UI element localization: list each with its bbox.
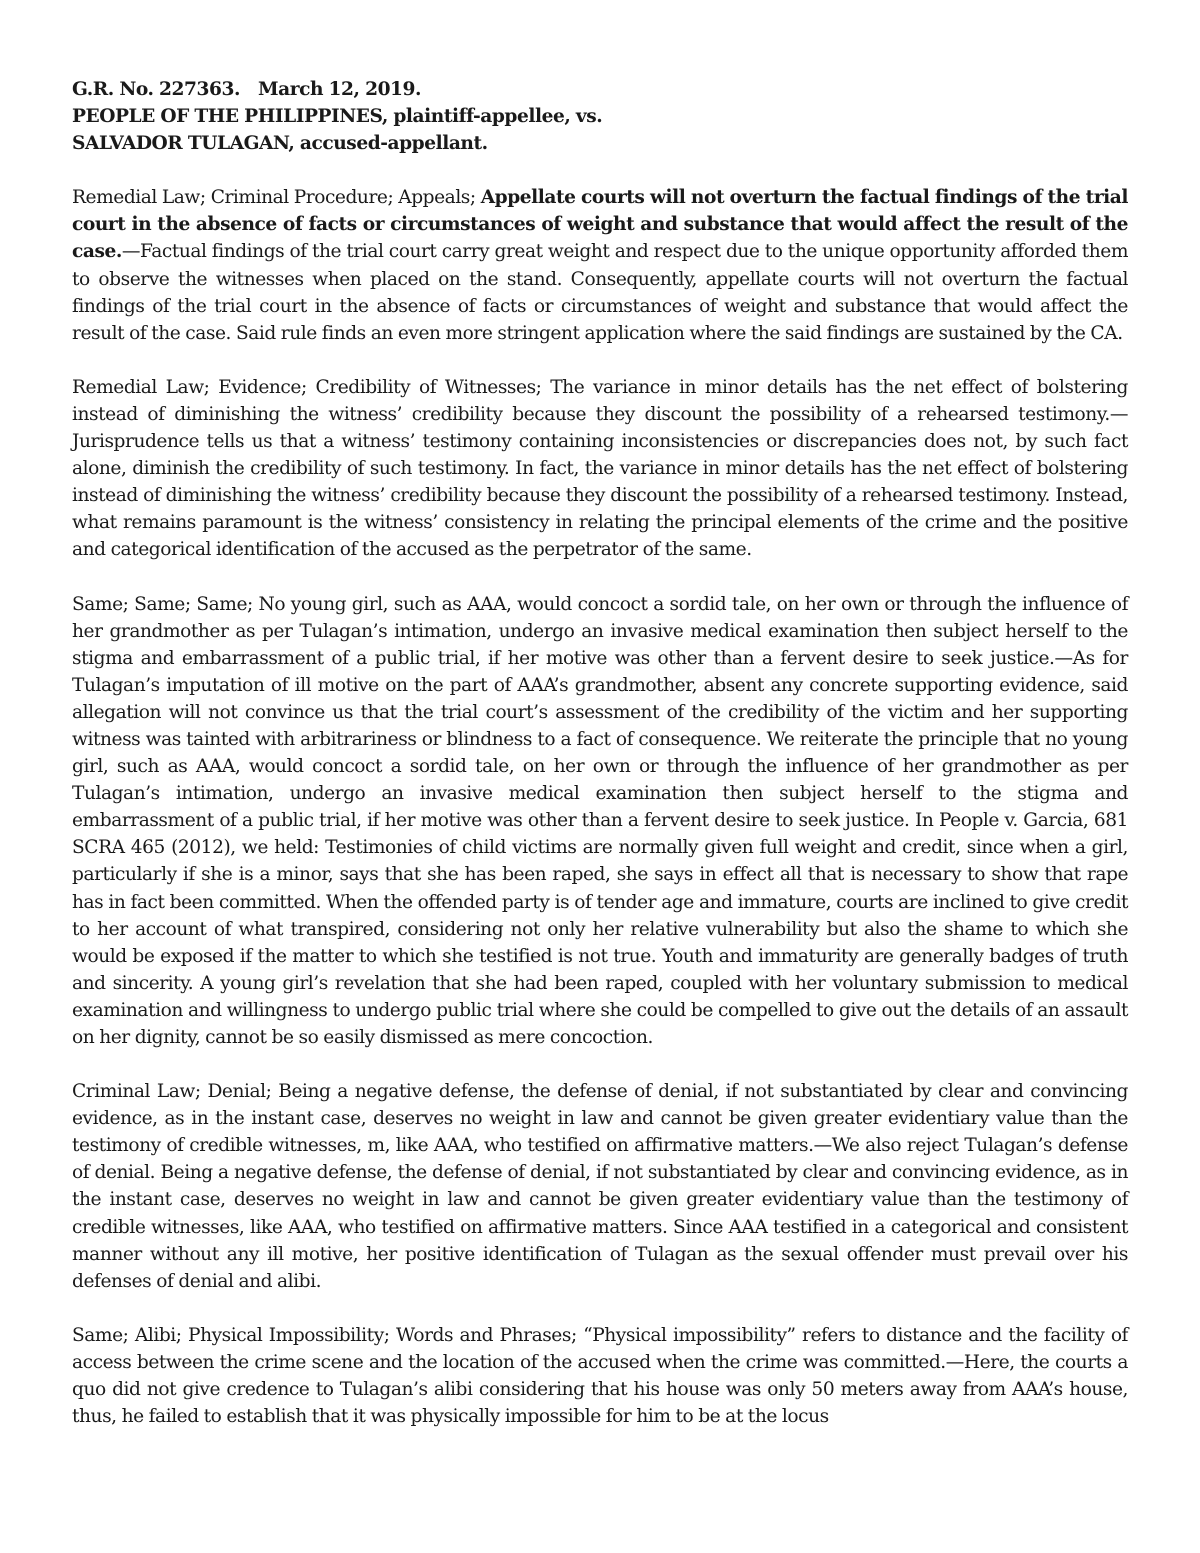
decision-date: March 12, 2019. xyxy=(258,79,422,100)
syllabus-paragraph-4: Criminal Law; Denial; Being a negative defense, the defense of denial, if not substantiated by clear and convincing evidence, as in the instant case, deserves no weight in law and cannot be given greater evidentiary value than the testimony of credible witnesses, m, like AAA, who testified on affirmative matters.—We also reject Tulagan’s defense of denial. Being a negative defense, the defense of denial, if not substantiated by clear and convincing evidence, as in the instant case, deserves no weight in law and cannot be given greater evidentiary value than the testimony of credible witnesses, like AAA, who testified on affirmative matters. Since AAA testified in a categorical and consistent manner without any ill motive, her positive identification of Tulagan as the sexual offender must prevail over his defenses of denial and alibi. xyxy=(72,1081,1128,1292)
syllabus-paragraph-2: Remedial Law; Evidence; Credibility of Witnesses; The variance in minor details has the net effect of bolstering instead of diminishing the witness’ credibility because they discount the possibility of a rehearsed testimony.—Jurisprudence tells us that a witness’ testimony containing inconsistencies or discrepancies does not, by such fact alone, diminish the credibility of such testimony. In fact, the variance in minor details has the net effect of bolstering instead of diminishing the witness’ credibility because they discount the possibility of a rehearsed testimony. Instead, what remains paramount is the witness’ consistency in relating the principal elements of the crime and the positive and categorical identification of the accused as the perpetrator of the same. xyxy=(72,376,1128,561)
accused-line: SALVADOR TULAGAN, accused-appellant. xyxy=(72,133,488,155)
syllabus-paragraph-1 xyxy=(72,184,1128,347)
gr-number: G.R. No. 227363. xyxy=(72,79,241,100)
syllabus-heading: Appellate courts will not overturn the factual findings of the trial court in the absence of facts or circumstances of weight and substance that would affect the result of the case. xyxy=(72,187,1128,263)
case-number-line xyxy=(72,76,1128,103)
body-text: —Factual findings of the trial court carry great weight and respect due to the unique opportunity afforded them to observe the witnesses when placed on the stand. Consequently, appellate courts will not overturn the factual findings of the trial court in the absence of facts or circumstances of weight and substance that would affect the result of the case. Said rule finds an even more stringent application where the said findings are sustained by the CA. xyxy=(72,241,1128,344)
syllabus-paragraph-5: Same; Alibi; Physical Impossibility; Words and Phrases; “Physical impossibility” refers to distance and the facility of access between the crime scene and the location of the accused when the crime was committed.—Here, the courts a quo did not give credence to Tulagan’s alibi considering that his house was only 50 meters away from AAA’s house, thus, he failed to establish that it was physically impossible for him to be at the locus xyxy=(72,1324,1128,1428)
syllabus-paragraph-3: Same; Same; Same; No young girl, such as AAA, would concoct a sordid tale, on her own or through the influence of her grandmother as per Tulagan’s intimation, undergo an invasive medical examination then subject herself to the stigma and embarrassment of a public trial, if her motive was other than a fervent desire to seek justice.—As for Tulagan’s imputation of ill motive on the part of AAA’s grandmother, absent any concrete supporting evidence, said allegation will not convince us that the trial court’s assessment of the credibility of the victim and her supporting witness was tainted with arbitrariness or blindness to a fact of consequence. We reiterate the principle that no young girl, such as AAA, would concoct a sordid tale, on her own or through the influence of her grandmother as per Tulagan’s intimation, undergo an invasive medical examination then subject herself to the stigma and embarrassment of a public trial, if her motive was other than a fervent desire to seek justice. In People v. Garcia, 681 SCRA 465 (2012), we held: Testimonies of child victims are normally given full weight and credit, since when a girl, particularly if she is a minor, says that she has been raped, she says in effect all that is necessary to show that rape has in fact been committed. When the offended party is of tender age and immature, courts are inclined to give credit to her account of what transpired, considering not only her relative vulnerability but also the shame to which she would be exposed if the matter to which she testified is not true. Youth and immaturity are generally badges of truth and sincerity. A young girl’s revelation that she had been raped, coupled with her voluntary submission to medical examination and willingness to undergo public trial where she could be compelled to give out the details of an assault on her dignity, cannot be so easily dismissed as mere concoction. xyxy=(72,593,1128,1048)
topic-text: Remedial Law; Criminal Procedure; Appeals; xyxy=(72,187,481,209)
document-page xyxy=(72,76,1128,1430)
plaintiff-line: PEOPLE OF THE PHILIPPINES, plaintiff-appellee, vs. xyxy=(72,106,603,128)
case-header xyxy=(72,76,1128,157)
